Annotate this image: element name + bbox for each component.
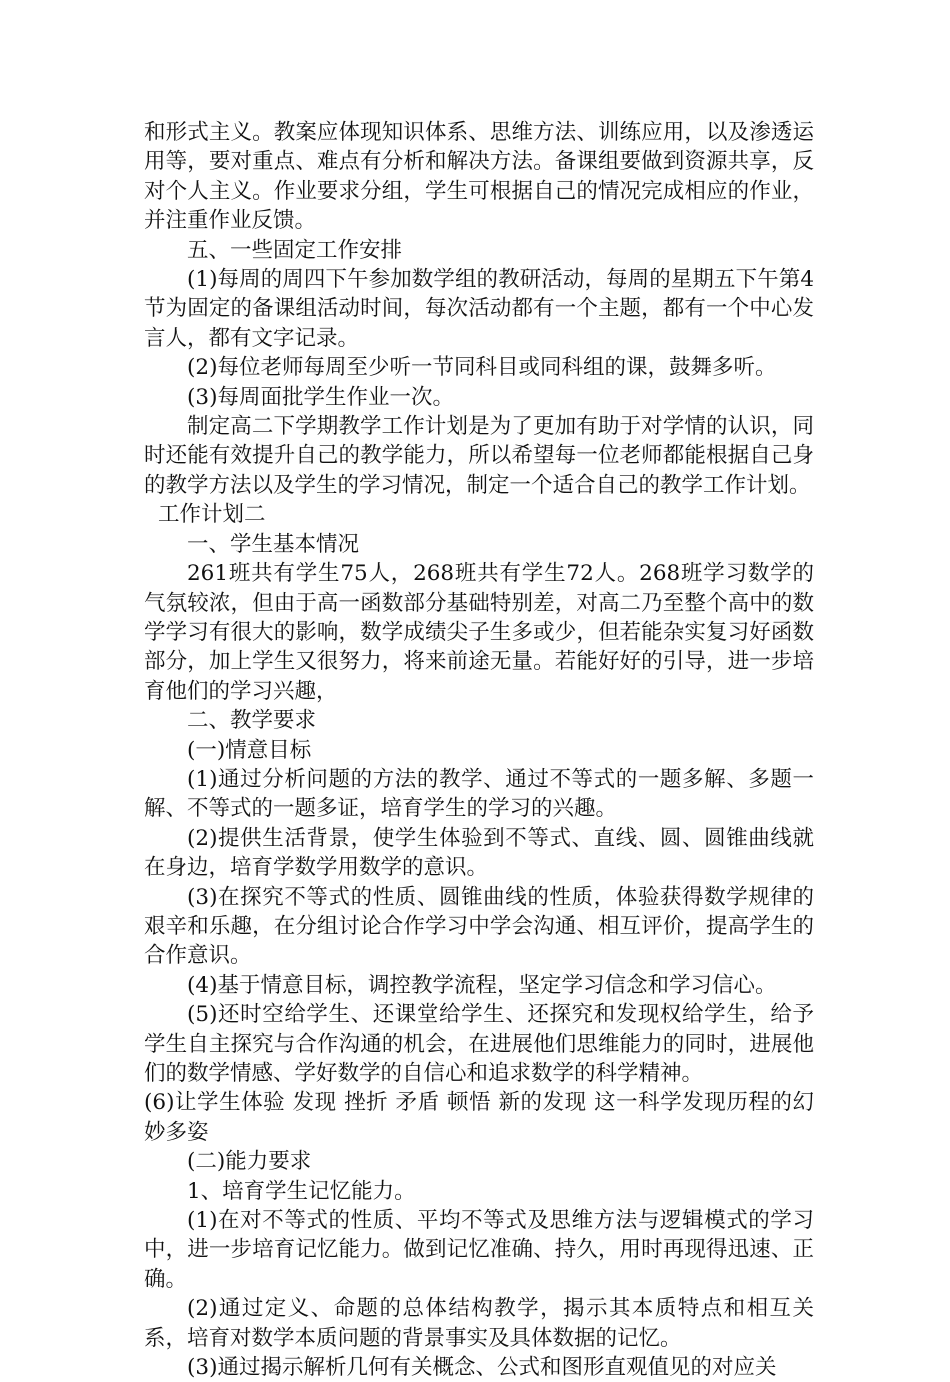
paragraph-arrangement-3: (3)每周面批学生作业一次。	[187, 384, 454, 410]
paragraph-affective-goal-5: (5)还时空给学生、还课堂给学生、还探究和发现权给学生，给予学生自主探究与合作沟通的机会，在进展他们思维能力的同时，进展他们的数学情感、学好数学的自信心和追求数学的科学精神。	[144, 1002, 814, 1086]
heading-teaching-requirements: 二、教学要求	[187, 708, 317, 734]
paragraph-arrangement-2: (2)每位老师每周至少听一节同科目或同科组的课，鼓舞多听。	[187, 355, 777, 381]
heading-affective-goals: (一)情意目标	[187, 737, 312, 763]
paragraph-affective-goal-1: (1)通过分析问题的方法的教学、通过不等式的一题多解、多题一解、不等式的一题多证，培育学生的学习的兴趣。	[144, 766, 814, 822]
paragraph-affective-goal-6: (6)让学生体验 发现 挫折 矛盾 顿悟 新的发现 这一科学发现历程的幻妙多姿	[144, 1090, 814, 1145]
heading-memory-ability: 1、培育学生记忆能力。	[187, 1178, 416, 1204]
paragraph-student-basics: 261班共有学生75人，268班共有学生72人。268班学习数学的气氛较浓，但由于高一函数部分基础特别差，对高二乃至整个高中的数学学习有很大的影响，数学成绩尖子生多或少，但若能杂实复习好函数部分，加上学生又很努力，将来前途无量。若能好好的引导，进一步培育他们的学习兴趣，	[144, 561, 814, 704]
paragraph-arrangement-1: (1)每周的周四下午参加数学组的教研活动，每周的星期五下午第4节为固定的备课组活动时间，每次活动都有一个主题，都有一个中心发言人，都有文字记录。	[144, 267, 814, 351]
paragraph-affective-goal-4: (4)基于情意目标，调控教学流程，坚定学习信念和学习信心。	[187, 972, 777, 998]
paragraph-memory-2: (2)通过定义、命题的总体结构教学，揭示其本质特点和相互关系，培育对数学本质问题的背景事实及具体数据的记忆。	[144, 1296, 814, 1351]
paragraph-memory-1: (1)在对不等式的性质、平均不等式及思维方法与逻辑模式的学习中，进一步培育记忆能力。做到记忆准确、持久，用时再现得迅速、正确。	[144, 1208, 814, 1292]
paragraph-affective-goal-3: (3)在探究不等式的性质、圆锥曲线的性质，体验获得数学规律的艰辛和乐趣，在分组讨论合作学习中学会沟通、相互评价，提高学生的合作意识。	[144, 884, 814, 969]
heading-work-plan-two: 工作计划二	[158, 502, 266, 528]
document-page	[144, 118, 814, 1382]
paragraph-plan-summary: 制定高二下学期教学工作计划是为了更加有助于对学情的认识，同时还能有效提升自己的教学能力，所以希望每一位老师都能根据自己身的教学方法以及学生的学习情况，制定一个适合自己的教学工作计划。	[144, 414, 814, 498]
heading-student-basics: 一、学生基本情况	[187, 531, 360, 557]
paragraph-lesson-plan-requirements: 和形式主义。教案应体现知识体系、思维方法、训练应用，以及渗透运用等，要对重点、难点有分析和解决方法。备课组要做到资源共享，反对个人主义。作业要求分组，学生可根据自己的情况完成相应的作业，并注重作业反馈。	[144, 120, 814, 234]
heading-ability-requirements: (二)能力要求	[187, 1149, 312, 1175]
heading-fixed-work-arrangements: 五、一些固定工作安排	[187, 237, 403, 263]
paragraph-affective-goal-2: (2)提供生活背景，使学生体验到不等式、直线、圆、圆锥曲线就在身边，培育学数学用数学的意识。	[144, 825, 814, 881]
paragraph-memory-3: (3)通过揭示解析几何有关概念、公式和图形直观值见的对应关	[187, 1355, 777, 1381]
